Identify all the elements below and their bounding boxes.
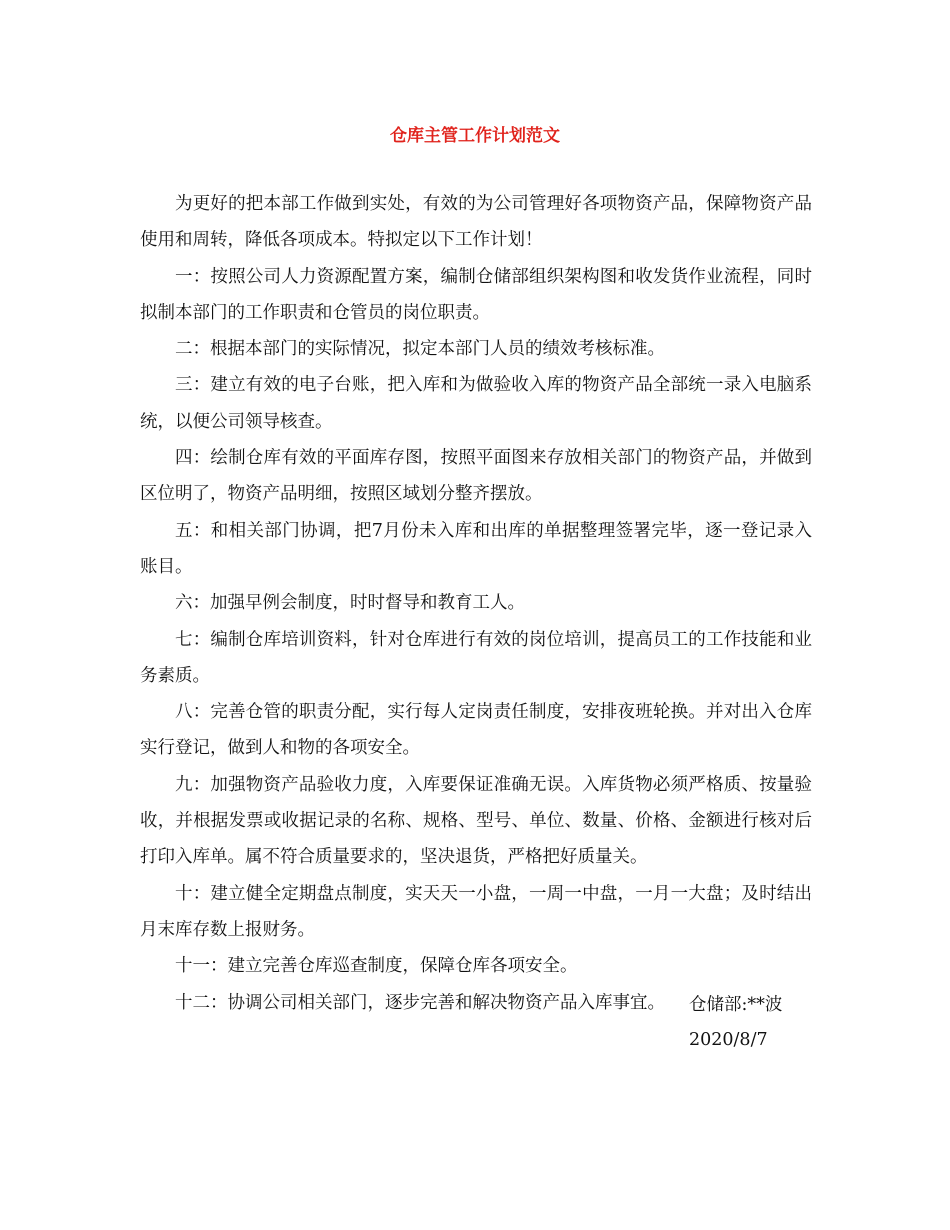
date-line: 2020/8/7: [689, 1030, 768, 1050]
document-body: [140, 186, 812, 1021]
plan-item-2: 二：根据本部门的实际情况，拟定本部门人员的绩效考核标准。: [175, 339, 665, 360]
plan-item-3: 三：建立有效的电子台账，把入库和为做验收入库的物资产品全部统一录入电脑系统，以便公司领导核查。: [140, 375, 812, 432]
plan-item-7: 七：编制仓库培训资料，针对仓库进行有效的岗位培训，提高员工的工作技能和业务素质。: [140, 629, 812, 686]
plan-item-5: 五：和相关部门协调，把7月份未入库和出库的单据整理签署完毕，逐一登记录入账目。: [140, 520, 812, 577]
plan-item-8: 八：完善仓管的职责分配，实行每人定岗责任制度，安排夜班轮换。并对出入仓库实行登记，做到人和物的各项安全。: [140, 702, 812, 759]
plan-item-9: 九：加强物资产品验收力度，入库要保证准确无误。入库货物必须严格质、按量验收，并根据发票或收据记录的名称、规格、型号、单位、数量、价格、金额进行核对后打印入库单。属不符合质量要求的，坚决退货，严格把好质量关。: [140, 774, 812, 868]
document-title: 仓库主管工作计划范文: [390, 126, 560, 146]
plan-item-10: 十：建立健全定期盘点制度，实天天一小盘，一周一中盘，一月一大盘；及时结出月末库存数上报财务。: [140, 883, 812, 940]
plan-item-12: 十二：协调公司相关部门，逐步完善和解决物资产品入库事宜。: [175, 992, 665, 1013]
plan-item-4: 四：绘制仓库有效的平面库存图，按照平面图来存放相关部门的物资产品，并做到区位明了，物资产品明细，按照区域划分整齐摆放。: [140, 448, 812, 505]
signature-line: 仓储部:**波: [689, 995, 783, 1015]
intro-paragraph: 为更好的把本部工作做到实处，有效的为公司管理好各项物资产品，保障物资产品使用和周转，降低各项成本。特拟定以下工作计划！: [140, 194, 812, 251]
plan-item-11: 十一：建立完善仓库巡查制度，保障仓库各项安全。: [175, 956, 578, 977]
plan-item-1: 一：按照公司人力资源配置方案，编制仓储部组织架构图和收发货作业流程，同时拟制本部门的工作职责和仓管员的岗位职责。: [140, 266, 812, 323]
plan-item-6: 六：加强早例会制度，时时督导和教育工人。: [175, 593, 525, 614]
